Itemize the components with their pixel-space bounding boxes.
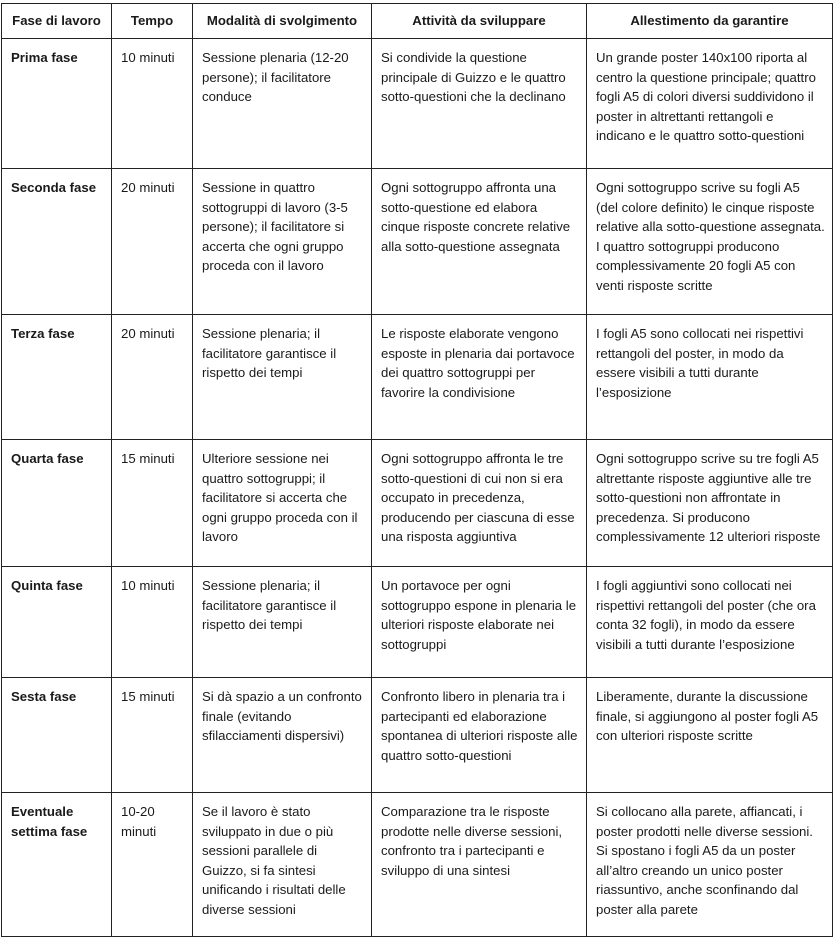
mode-cell: Sessione plenaria; il facilitatore garantisce il rispetto dei tempi: [193, 567, 372, 678]
setup-cell: Liberamente, durante la discussione finale, si aggiungono al poster fogli A5 con ulteriori risposte scritte: [587, 678, 833, 793]
activity-cell: Confronto libero in plenaria tra i partecipanti ed elaborazione spontanea di ulteriori risposte alle quattro sotto-questioni: [372, 678, 587, 793]
mode-cell: Se il lavoro è stato sviluppato in due o più sessioni parallele di Guizzo, si fa sintesi unificando i risultati delle diverse sessioni: [193, 793, 372, 937]
time-cell: 10 minuti: [112, 567, 193, 678]
table-row: [2, 793, 833, 937]
setup-cell: Ogni sottogruppo scrive su fogli A5 (del colore definito) le cinque risposte relative alla sotto-questione assegnata. I quattro sottogruppi producono complessivamente 20 fogli A5 con venti risposte scritte: [587, 169, 833, 315]
mode-cell: Ulteriore sessione nei quattro sottogruppi; il facilitatore si accerta che ogni gruppo proceda con il lavoro: [193, 440, 372, 567]
phase-cell: Quinta fase: [2, 567, 112, 678]
table-row: [2, 315, 833, 440]
time-cell: 10-20 minuti: [112, 793, 193, 937]
activity-cell: Ogni sottogruppo affronta le tre sotto-questioni di cui non si era occupato in precedenza, producendo per ciascuna di esse una risposta aggiuntiva: [372, 440, 587, 567]
setup-cell: I fogli aggiuntivi sono collocati nei rispettivi rettangoli del poster (che ora conta 32 fogli), in modo da essere visibili a tutti durante l’esposizione: [587, 567, 833, 678]
time-cell: 20 minuti: [112, 169, 193, 315]
header-phase: Fase di lavoro: [2, 4, 112, 39]
table-row: [2, 567, 833, 678]
time-cell: 20 minuti: [112, 315, 193, 440]
time-cell: 10 minuti: [112, 39, 193, 169]
activity-cell: Comparazione tra le risposte prodotte nelle diverse sessioni, confronto tra i partecipanti e sviluppo di una sintesi: [372, 793, 587, 937]
phase-cell: Sesta fase: [2, 678, 112, 793]
phase-cell: Prima fase: [2, 39, 112, 169]
mode-cell: Sessione in quattro sottogruppi di lavoro (3-5 persone); il facilitatore si accerta che ogni gruppo proceda con il lavoro: [193, 169, 372, 315]
phase-cell: Seconda fase: [2, 169, 112, 315]
time-cell: 15 minuti: [112, 678, 193, 793]
table-header-row: [2, 4, 833, 39]
table-row: [2, 169, 833, 315]
phases-table: [1, 3, 833, 937]
activity-cell: Le risposte elaborate vengono esposte in plenaria dai portavoce dei quattro sottogruppi per favorire la condivisione: [372, 315, 587, 440]
phase-cell: Eventuale settima fase: [2, 793, 112, 937]
header-time: Tempo: [112, 4, 193, 39]
activity-cell: Ogni sottogruppo affronta una sotto-questione ed elabora cinque risposte concrete relative alla sotto-questione assegnata: [372, 169, 587, 315]
table-row: [2, 678, 833, 793]
time-cell: 15 minuti: [112, 440, 193, 567]
phase-cell: Terza fase: [2, 315, 112, 440]
setup-cell: Ogni sottogruppo scrive su tre fogli A5 altrettante risposte aggiuntive alle tre sotto-questioni non affrontate in precedenza. Si producono complessivamente 12 ulteriori risposte: [587, 440, 833, 567]
mode-cell: Sessione plenaria; il facilitatore garantisce il rispetto dei tempi: [193, 315, 372, 440]
setup-cell: I fogli A5 sono collocati nei rispettivi rettangoli del poster, in modo da essere visibili a tutti durante l’esposizione: [587, 315, 833, 440]
header-mode: Modalità di svolgimento: [193, 4, 372, 39]
mode-cell: Sessione plenaria (12-20 persone); il facilitatore conduce: [193, 39, 372, 169]
mode-cell: Si dà spazio a un confronto finale (evitando sfilacciamenti dispersivi): [193, 678, 372, 793]
activity-cell: Un portavoce per ogni sottogruppo espone in plenaria le ulteriori risposte elaborate nei sottogruppi: [372, 567, 587, 678]
activity-cell: Si condivide la questione principale di Guizzo e le quattro sotto-questioni che la declinano: [372, 39, 587, 169]
header-setup: Allestimento da garantire: [587, 4, 833, 39]
phase-cell: Quarta fase: [2, 440, 112, 567]
table-row: [2, 39, 833, 169]
setup-cell: Un grande poster 140x100 riporta al centro la questione principale; quattro fogli A5 di colori diversi suddividono il poster in altrettanti rettangoli e indicano e le quattro sotto-questioni: [587, 39, 833, 169]
setup-cell: Si collocano alla parete, affiancati, i poster prodotti nelle diverse sessioni. Si spostano i fogli A5 da un poster all’altro creando un unico poster riassuntivo, anche sconfinando dal poster alla parete: [587, 793, 833, 937]
header-activity: Attività da sviluppare: [372, 4, 587, 39]
table-row: [2, 440, 833, 567]
